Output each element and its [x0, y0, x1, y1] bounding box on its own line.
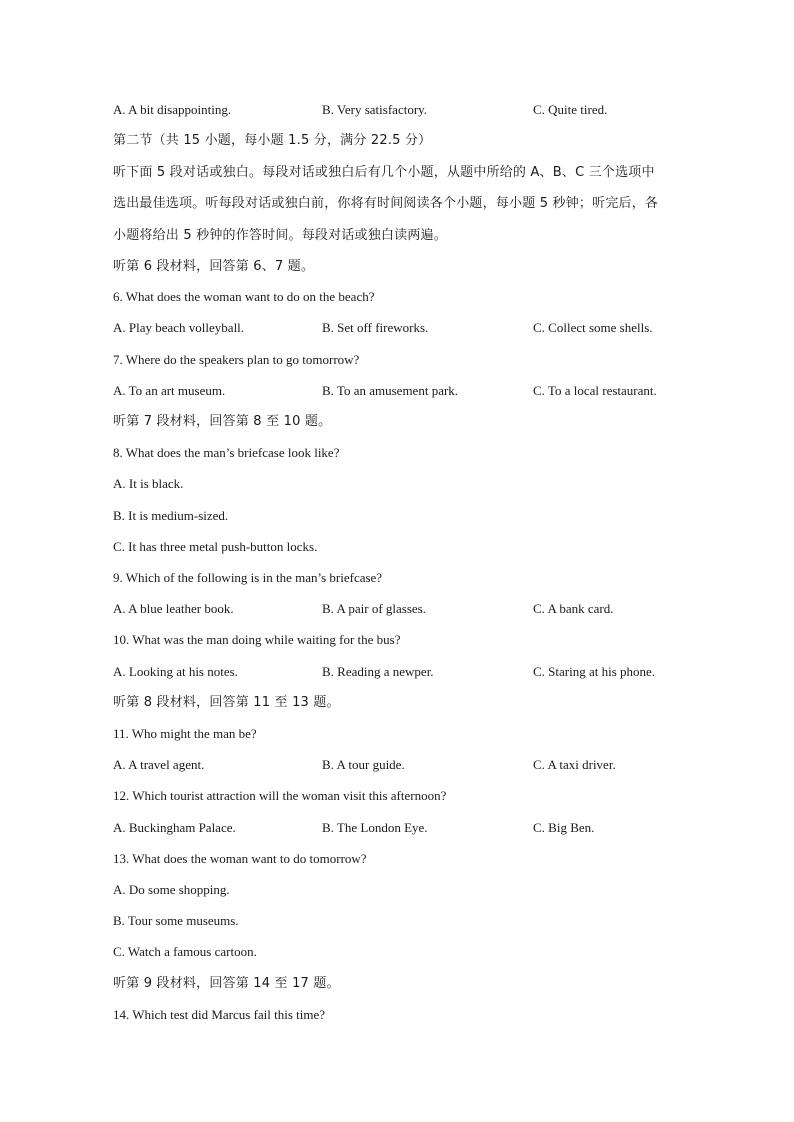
q6-question: 6. What does the woman want to do on the beach?: [113, 289, 375, 304]
material-9-heading: 听第 9 段材料，回答第 14 至 17 题。: [113, 976, 340, 991]
q6-option-a: A. Play beach volleyball.: [113, 320, 245, 335]
section2-heading: 第二节（共 15 小题，每小题 1.5 分，满分 22.5 分）: [113, 133, 432, 148]
q11-option-c: C. A taxi driver.: [533, 757, 616, 772]
instructions-line-2: 选出最佳选项。听每段对话或独白前，你将有时间阅读各个小题，每小题 5 秒钟；听完后，各: [113, 196, 659, 211]
q10-option-b: B. Reading a newper.: [322, 664, 434, 679]
q8-option-c: C. It has three metal push-button locks.: [113, 539, 318, 554]
q12-option-b: B. The London Eye.: [322, 820, 428, 835]
q5-option-a: A. A bit disappointing.: [113, 102, 232, 117]
q12-option-c: C. Big Ben.: [533, 820, 595, 835]
q7-option-b: B. To an amusement park.: [322, 383, 459, 398]
q14-question: 14. Which test did Marcus fail this time?: [113, 1007, 326, 1022]
q10-question: 10. What was the man doing while waiting for the bus?: [113, 632, 401, 647]
q10-option-a: A. Looking at his notes.: [113, 664, 238, 679]
q9-option-b: B. A pair of glasses.: [322, 601, 426, 616]
q13-option-b: B. Tour some museums.: [113, 913, 239, 928]
q10-option-c: C. Staring at his phone.: [533, 664, 656, 679]
q7-question: 7. Where do the speakers plan to go tomorrow?: [113, 352, 360, 367]
instructions-line-1: 听下面 5 段对话或独白。每段对话或独白后有几个小题，从题中所给的 A、B、C 三个选项中: [113, 165, 655, 180]
q8-option-b: B. It is medium-sized.: [113, 508, 229, 523]
material-7-heading: 听第 7 段材料，回答第 8 至 10 题。: [113, 414, 332, 429]
q11-option-a: A. A travel agent.: [113, 757, 205, 772]
q5-option-c: C. Quite tired.: [533, 102, 608, 117]
q5-option-b: B. Very satisfactory.: [322, 102, 428, 117]
material-8-heading: 听第 8 段材料，回答第 11 至 13 题。: [113, 695, 340, 710]
q13-option-c: C. Watch a famous cartoon.: [113, 944, 257, 959]
q6-option-b: B. Set off fireworks.: [322, 320, 429, 335]
q9-option-c: C. A bank card.: [533, 601, 614, 616]
q12-option-a: A. Buckingham Palace.: [113, 820, 236, 835]
q8-option-a: A. It is black.: [113, 476, 184, 491]
q11-option-b: B. A tour guide.: [322, 757, 405, 772]
q7-option-c: C. To a local restaurant.: [533, 383, 657, 398]
q13-option-a: A. Do some shopping.: [113, 882, 230, 897]
q12-question: 12. Which tourist attraction will the woman visit this afternoon?: [113, 788, 447, 803]
q6-option-c: C. Collect some shells.: [533, 320, 653, 335]
instructions-line-3: 小题将给出 5 秒钟的作答时间。每段对话或独白读两遍。: [113, 228, 447, 243]
q7-option-a: A. To an art museum.: [113, 383, 226, 398]
q8-question: 8. What does the man’s briefcase look like?: [113, 445, 340, 460]
q13-question: 13. What does the woman want to do tomorrow?: [113, 851, 367, 866]
q9-option-a: A. A blue leather book.: [113, 601, 234, 616]
q11-question: 11. Who might the man be?: [113, 726, 257, 741]
q9-question: 9. Which of the following is in the man’s briefcase?: [113, 570, 383, 585]
material-6-heading: 听第 6 段材料，回答第 6、7 题。: [113, 259, 315, 274]
